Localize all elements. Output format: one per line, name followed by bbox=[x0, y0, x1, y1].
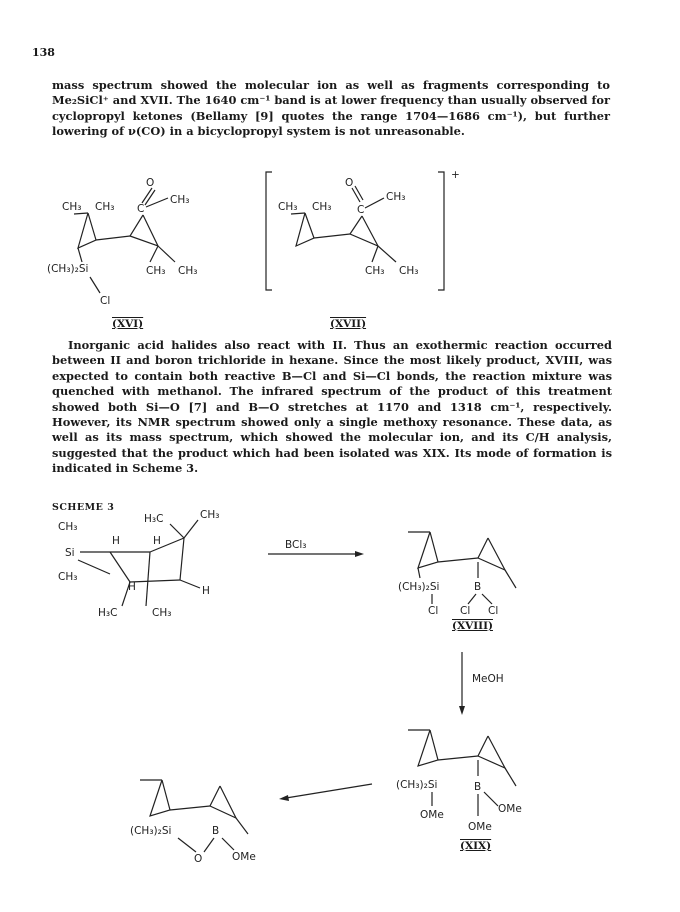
label-ome: OMe bbox=[420, 809, 444, 821]
label-ch3: CH₃ bbox=[152, 607, 172, 619]
label-o: O bbox=[194, 853, 203, 865]
label-si: Si bbox=[65, 547, 75, 559]
label-me2si: (CH₃)₂Si bbox=[396, 779, 438, 791]
label-cl: Cl bbox=[428, 605, 439, 617]
label-h: H bbox=[153, 535, 161, 547]
label-ome: OMe bbox=[232, 851, 256, 863]
label-h3c: H₃C bbox=[98, 607, 118, 619]
label-me2si: (CH₃)₂Si bbox=[130, 825, 172, 837]
structure-xvi bbox=[47, 177, 197, 307]
caption-xviii: (XVIII) bbox=[452, 620, 493, 632]
label-ch3: CH₃ bbox=[278, 201, 298, 213]
structure-xix bbox=[130, 780, 256, 865]
scheme-label: SCHEME 3 bbox=[52, 502, 115, 513]
label-ch3: CH₃ bbox=[95, 201, 115, 213]
label-b: B bbox=[474, 581, 482, 593]
label-b: B bbox=[212, 825, 220, 837]
label-h: H bbox=[112, 535, 120, 547]
label-cl: Cl bbox=[488, 605, 499, 617]
label-c: C bbox=[357, 204, 365, 216]
label-o: O bbox=[146, 177, 155, 189]
label-o: O bbox=[345, 177, 354, 189]
label-ch3: CH₃ bbox=[399, 265, 419, 277]
label-ch3: CH₃ bbox=[386, 191, 406, 203]
label-ch3: CH₃ bbox=[312, 201, 332, 213]
label-ch3: CH₃ bbox=[365, 265, 385, 277]
label-cl: Cl bbox=[100, 295, 111, 307]
label-ch3: CH₃ bbox=[200, 509, 220, 521]
label-ch3: CH₃ bbox=[170, 194, 190, 206]
label-cl: Cl bbox=[460, 605, 471, 617]
page-number: 138 bbox=[32, 46, 55, 59]
paragraph-2: Inorganic acid halides also react with II. Thus an exothermic reaction occurred between II and boron trichloride in hexane. Since the most likely product, XVIII, was expected to contain both reactive B—Cl and Si—Cl bonds, the reaction mixture was quenched with methanol. The infrared spectrum of the product of this treatment showed both Si—O [7] and B—O stretches at 1170 and 1318 cm⁻¹, respectively. However, its NMR spectrum showed only a single methoxy resonance. These data, as well as its mass spectrum, which showed the molecular ion, and its C/H analysis, suggested that the product which had been isolated was XIX. Its mode of formation is indicated in Scheme 3. bbox=[52, 338, 612, 476]
structure-xviii bbox=[398, 532, 516, 617]
caption-xvii: (XVII) bbox=[330, 318, 367, 330]
label-h: H bbox=[202, 585, 210, 597]
label-plus: + bbox=[451, 169, 460, 181]
label-ch3: CH₃ bbox=[62, 201, 82, 213]
label-me2si: (CH₃)₂Si bbox=[47, 263, 89, 275]
label-ome: OMe bbox=[498, 803, 522, 815]
caption-xix: (XIX) bbox=[460, 840, 492, 852]
label-ome: OMe bbox=[468, 821, 492, 833]
label-ch3: CH₃ bbox=[178, 265, 198, 277]
structure-intermediate bbox=[396, 730, 522, 833]
structure-ii bbox=[58, 509, 219, 619]
caption-xvi: (XVI) bbox=[112, 318, 144, 330]
label-h3c: H₃C bbox=[144, 513, 164, 525]
reagent-meoh: MeOH bbox=[472, 673, 504, 685]
label-b: B bbox=[474, 781, 482, 793]
label-ch3: CH₃ bbox=[58, 521, 78, 533]
label-h: H bbox=[128, 581, 136, 593]
label-c: C bbox=[137, 203, 145, 215]
paragraph-1: mass spectrum showed the molecular ion as well as fragments corresponding to Me₂SiCl⁺ and XVII. The 1640 cm⁻¹ band is at lower frequency than usually observed for cyclopropyl ketones (Bellamy [9] quotes the range 1704—1686 cm⁻¹), but further lowering of ν(CO) in a bicyclopropyl system is not unreasonable. bbox=[52, 78, 610, 139]
reagent-bcl3: BCl₃ bbox=[285, 539, 307, 551]
label-ch3: CH₃ bbox=[146, 265, 166, 277]
structure-xvii bbox=[266, 169, 460, 290]
label-me2si: (CH₃)₂Si bbox=[398, 581, 440, 593]
label-ch3: CH₃ bbox=[58, 571, 78, 583]
